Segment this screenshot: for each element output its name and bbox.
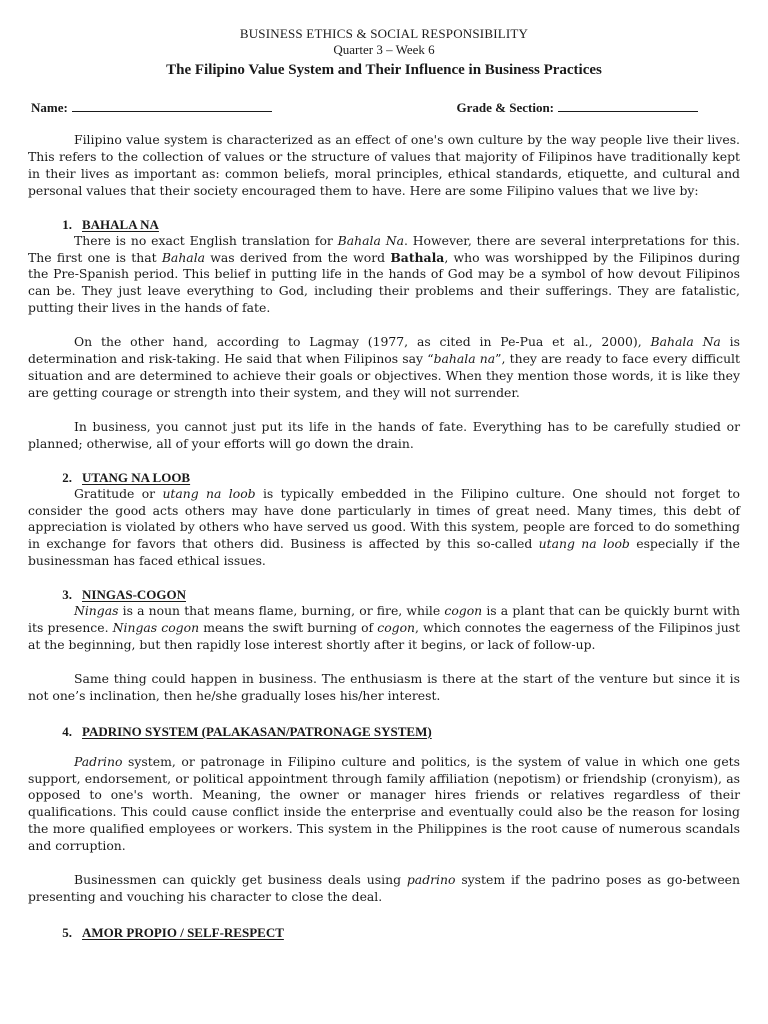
section-number: 2.	[62, 469, 72, 485]
section-4-paragraph-2: Businessmen can quickly get business deals using padrino system if the padrino poses as go-between presenting and vouching his character to close the deal.	[28, 872, 740, 904]
section-title: UTANG NA LOOB	[82, 469, 191, 485]
section-title: BAHALA NA	[82, 216, 159, 232]
subject-heading: BUSINESS ETHICS & SOCIAL RESPONSIBILITY	[239, 26, 529, 41]
grade-section-field	[457, 99, 698, 116]
section-1-paragraph-3: In business, you cannot just put its life in the hands of fate. Everything has to be carefully studied or planned; otherwise, all of your efforts will go down the drain.	[28, 418, 740, 451]
name-field	[31, 99, 272, 116]
section-3-heading	[28, 586, 740, 603]
section-1-paragraph-1: There is no exact English translation for Bahala Na. However, there are several interpretations for this. The first one is that Bahala was derived from the word Bathala, who was worshipped by the Filipinos during the Pre-Spanish period. This belief in putting life in the hands of God may be a symbol of how devout Filipinos can be. They just leave everything to God, including their problems and their sufferings. They are fatalistic, putting their lives in the hands of fate.	[28, 232, 740, 316]
section-number: 3.	[62, 587, 72, 603]
section-title: NINGAS-COGON	[82, 587, 187, 603]
quarter-heading: Quarter 3 – Week 6	[333, 42, 435, 57]
section-1-heading	[28, 216, 740, 233]
section-4-heading	[28, 723, 740, 740]
section-title: AMOR PROPIO / SELF-RESPECT	[82, 924, 284, 940]
document-header	[28, 26, 740, 81]
section-2-heading	[28, 469, 740, 486]
section-5-heading	[28, 924, 740, 941]
section-number: 5.	[62, 924, 72, 940]
section-4-paragraph-1: Padrino system, or patronage in Filipino culture and politics, is the system of value in which one gets support, endorsement, or political appointment through family affiliation (nepotism) or friendship (cronyism), as opposed to one's worth. Meaning, the owner or manager hires friends or relatives regardless of their qualifications. This could cause conflict inside the enterprise and eventually could also be the reason for losing the more qualified employees or workers. This system in the Philippines is the root cause of numerous scandals and corruption.	[28, 753, 740, 854]
name-blank-line[interactable]	[72, 99, 272, 112]
intro-paragraph: Filipino value system is characterized as an effect of one's own culture by the way people live their lives. This refers to the collection of values or the structure of values that majority of Filipinos have traditionally kept in their lives as important as: common beliefs, moral principles, ethical standards, etiquette, and cultural and personal values that their society encouraged them to have. Here are some Filipino values that we live by:	[28, 132, 740, 198]
section-number: 1.	[62, 216, 72, 232]
name-label: Name:	[31, 100, 68, 115]
student-info-row	[28, 99, 740, 116]
section-3-paragraph-1: Ningas is a noun that means flame, burning, or fire, while cogon is a plant that can be quickly burnt with its presence. Ningas cogon means the swift burning of cogon, which connotes the eagerness of the Filipinos just at the beginning, but then rapidly lose interest shortly after it begins, or lack of follow-up.	[28, 603, 741, 652]
section-3-paragraph-2: Same thing could happen in business. The enthusiasm is there at the start of the venture but since it is not one’s inclination, then he/she gradually loses his/her interest.	[28, 670, 740, 703]
section-title: PADRINO SYSTEM (PALAKASAN/PATRONAGE SYSTEM)	[82, 723, 432, 739]
section-1-paragraph-2: On the other hand, according to Lagmay (1977, as cited in Pe-Pua et al., 2000), Bahala Na is determination and risk-taking. He said that when Filipinos say “bahala na”, they are ready to face every difficult situation and are determined to achieve their goals or objectives. When they mention those words, it is like they are getting courage or strength into their system, and they will not surrender.	[28, 334, 740, 400]
section-2-paragraph-1: Gratitude or utang na loob is typically embedded in the Filipino culture. One should not forget to consider the good acts others may have done particularly in times of great need. Many times, this debt of appreciation is violated by others who have served us good. With this system, people are forced to do something in exchange for favors that others did. Business is affected by this so-called utang na loob especially if the businessman has faced ethical issues.	[28, 485, 740, 569]
grade-section-blank-line[interactable]	[558, 99, 698, 112]
page-title: The Filipino Value System and Their Influence in Business Practices	[166, 62, 602, 78]
section-number: 4.	[62, 723, 72, 739]
grade-section-label: Grade & Section:	[456, 100, 554, 115]
